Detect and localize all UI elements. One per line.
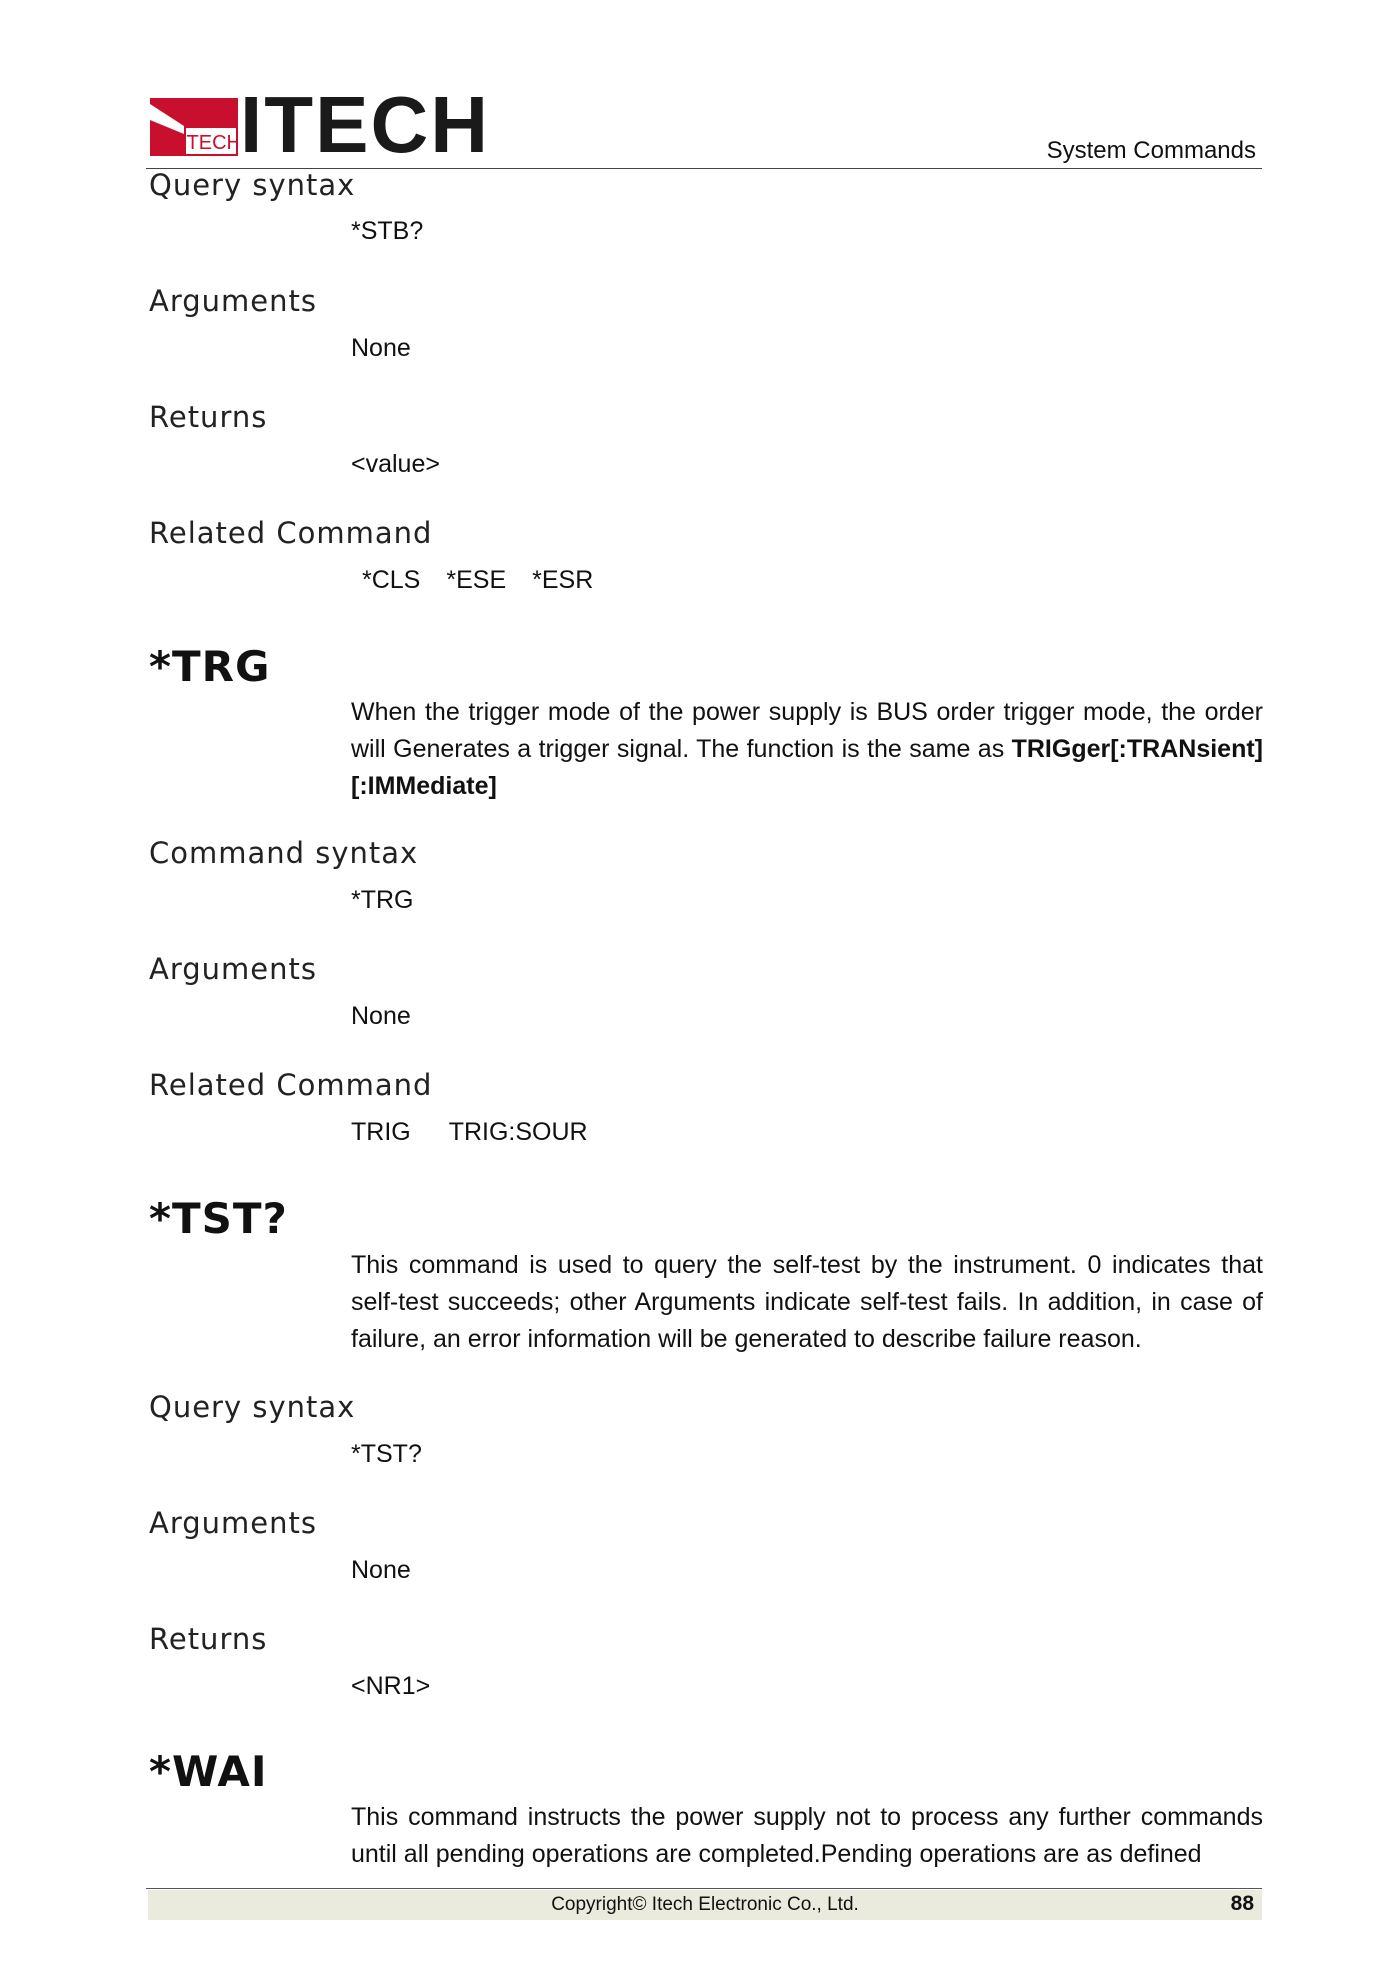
related-command: TRIG:SOUR bbox=[448, 1118, 588, 1146]
arguments-value: None bbox=[351, 1556, 411, 1584]
command-heading-wai: *WAI bbox=[149, 1747, 268, 1796]
logo-wordmark: ITECH bbox=[240, 80, 490, 169]
arguments-label: Arguments bbox=[149, 1506, 317, 1540]
description-text: When the trigger mode of the power supply is BUS order trigger mode, the order will Generates a trigger signal. The function is the same as bbox=[351, 698, 1263, 763]
arguments-value: None bbox=[351, 1002, 411, 1030]
related-command-label: Related Command bbox=[149, 516, 433, 550]
query-syntax-label: Query syntax bbox=[149, 168, 356, 202]
returns-label: Returns bbox=[149, 1622, 268, 1656]
related-command: *CLS bbox=[362, 566, 421, 594]
page-number: 88 bbox=[1230, 1892, 1254, 1915]
related-command-list bbox=[351, 1118, 588, 1147]
arguments-label: Arguments bbox=[149, 284, 317, 318]
returns-value: <NR1> bbox=[351, 1672, 431, 1700]
footer-divider bbox=[146, 1888, 1262, 1889]
query-syntax-value: *STB? bbox=[351, 217, 424, 245]
returns-value: <value> bbox=[351, 450, 440, 478]
query-syntax-value: *TST? bbox=[351, 1440, 422, 1468]
arguments-value: None bbox=[351, 334, 411, 362]
footer-copyright: Copyright© Itech Electronic Co., Ltd. bbox=[551, 1894, 859, 1915]
logo-mark-text: ITECH bbox=[181, 132, 238, 154]
command-heading-trg: *TRG bbox=[149, 642, 271, 691]
related-command-label: Related Command bbox=[149, 1068, 433, 1102]
description-bold-command: TRIGger[:TRANsient][:IMMediate] bbox=[351, 735, 1263, 800]
itech-logo bbox=[150, 80, 490, 169]
command-syntax-value: *TRG bbox=[351, 886, 414, 914]
query-syntax-label: Query syntax bbox=[149, 1390, 356, 1424]
related-command: *ESR bbox=[532, 566, 594, 594]
itech-logo-mark bbox=[150, 98, 238, 156]
command-syntax-label: Command syntax bbox=[149, 836, 419, 870]
related-command: *ESE bbox=[446, 566, 507, 594]
related-command: TRIG bbox=[351, 1118, 411, 1146]
arguments-label: Arguments bbox=[149, 952, 317, 986]
related-command-list bbox=[362, 566, 593, 595]
section-title: System Commands bbox=[1046, 137, 1256, 164]
command-heading-tst: *TST? bbox=[149, 1194, 288, 1243]
footer-bar bbox=[148, 1890, 1262, 1920]
logo-emblem-icon bbox=[150, 98, 238, 156]
returns-label: Returns bbox=[149, 400, 268, 434]
command-description-wai: This command instructs the power supply not to process any further commands until all pending operations are completed.Pending operations are as defined bbox=[351, 1803, 1263, 1868]
command-description-tst: This command is used to query the self-test by the instrument. 0 indicates that self-test succeeds; other Arguments indicate self-test fails. In addition, in case of failure, an error information will be generated to describe failure reason. bbox=[351, 1251, 1263, 1353]
command-description-trg bbox=[351, 694, 1263, 805]
